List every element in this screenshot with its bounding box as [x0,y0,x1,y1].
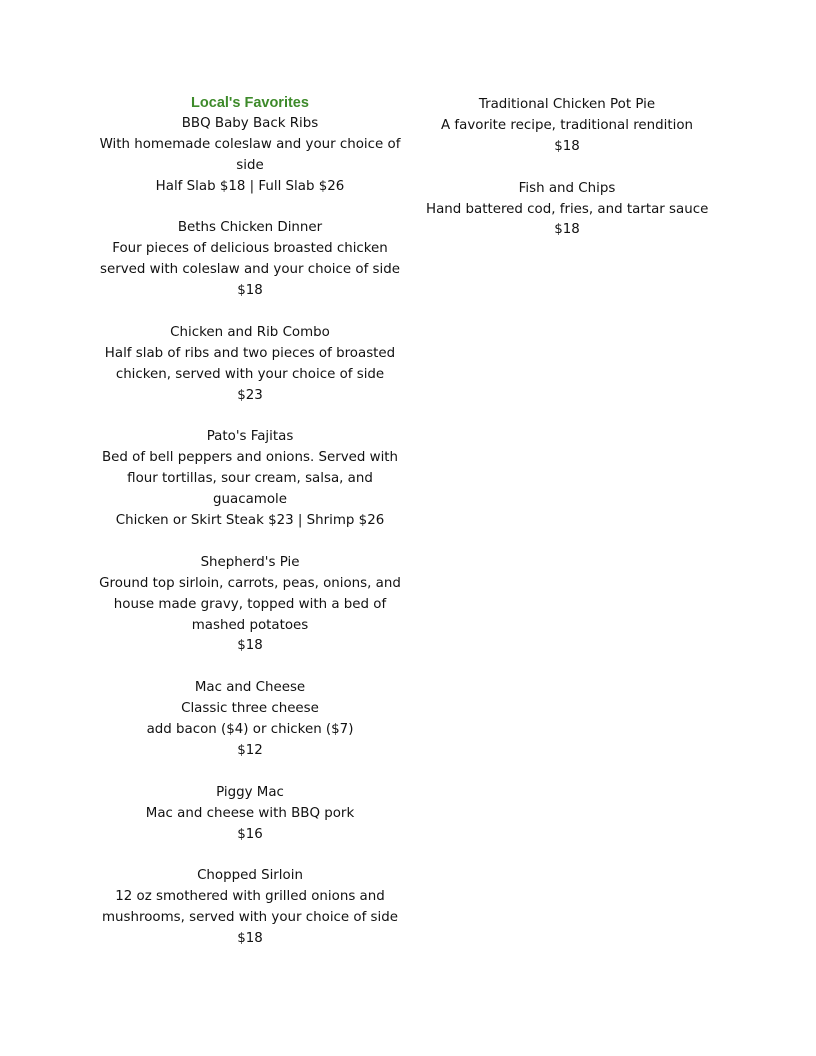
item-name: Mac and Cheese [194,680,306,696]
item-name: Piggy Mac [216,784,284,800]
item-name: BBQ Baby Back Ribs [181,115,319,131]
section-title: Local's Favorites [191,95,309,111]
item-name: Chicken and Rib Combo [170,324,330,340]
item-name: Shepherd's Pie [200,554,300,570]
menu-item-fish-and-chips [426,179,708,242]
item-name: Pato's Fajitas [206,429,294,445]
item-price: $18 [554,222,580,238]
menu-item-bbq-ribs [92,114,408,198]
menu-item-fajitas [92,427,408,532]
item-addon: add bacon ($4) or chicken ($7) [146,722,354,738]
item-description: A favorite recipe, traditional rendition [440,117,694,133]
menu-column-right [426,93,708,241]
item-description: Ground top sirloin, carrots, peas, onions, and house made gravy, topped with a bed of mashed potatoes [99,575,401,633]
menu-item-mac-and-cheese [92,678,408,762]
item-price: Chicken or Skirt Steak $23 | Shrimp $26 [115,513,385,529]
item-description: Mac and cheese with BBQ pork [145,805,355,821]
item-name: Beths Chicken Dinner [177,220,323,236]
item-description: Hand battered cod, fries, and tartar sauce [426,201,709,217]
menu-item-chicken-dinner [92,218,408,302]
item-price: $23 [237,387,263,403]
item-price: $18 [554,138,580,154]
item-description: Classic three cheese [181,701,319,717]
item-name: Chopped Sirloin [197,868,303,884]
item-description: With homemade coleslaw and your choice of side [99,136,401,173]
item-description: 12 oz smothered with grilled onions and mushrooms, served with your choice of side [101,889,398,926]
item-name: Traditional Chicken Pot Pie [478,97,656,112]
item-price: $12 [237,743,263,758]
menu-item-chicken-pot-pie [426,95,708,158]
menu-column-left [92,93,408,950]
item-description: Four pieces of delicious broasted chicken served with coleslaw and your choice of side [100,241,400,278]
menu-item-shepherds-pie [92,553,408,658]
item-name: Fish and Chips [518,180,616,196]
item-price: $16 [237,826,263,842]
item-description: Bed of bell peppers and onions. Served with flour tortillas, sour cream, salsa, and guacamole [101,450,399,508]
menu-item-piggy-mac [92,783,408,846]
item-price: Half Slab $18 | Full Slab $26 [155,178,345,194]
menu-item-chopped-sirloin [92,866,408,950]
item-price: $18 [237,931,263,947]
item-price: $18 [237,283,263,299]
menu-item-chicken-rib-combo [92,323,408,407]
item-price: $18 [237,638,263,654]
item-description: Half slab of ribs and two pieces of broasted chicken, served with your choice of side [104,345,396,382]
